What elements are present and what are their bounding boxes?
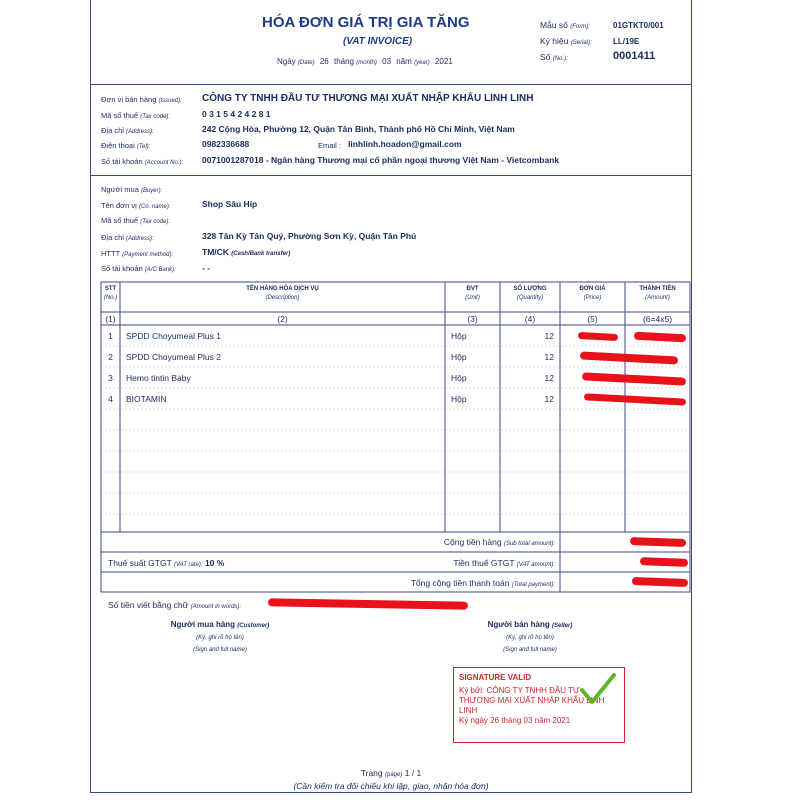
page-indicator: Trang (page) 1 / 1 [360,768,422,778]
seller-email-label: Email : [318,141,341,150]
col-header-desc: TÊN HÀNG HÓA DỊCH VỤ (Description) [246,286,319,301]
row-desc: Hemo tintin Baby [126,373,191,383]
row-unit: Hộp [451,394,467,404]
col-index: (6=4x5) [642,314,673,324]
footer-note: (Cần kiểm tra đối chiếu khi lập, giao, nhận hóa đơn) [293,781,489,791]
invoice-title: HÓA ĐƠN GIÁ TRỊ GIA TĂNG [262,14,470,31]
number-label: Số (No.): [540,52,568,62]
row-no: 4 [108,394,113,404]
buyer-signature-block: Người mua hàng (Customer) (Ký, ghi rõ họ tên) (Sign and full name) [170,620,270,653]
row-no: 2 [108,352,113,362]
row-qty: 12 [544,352,554,362]
seller-addr: 242 Cộng Hòa, Phường 12, Quận Tân Bình, Thành phố Hồ Chí Minh, Việt Nam [202,124,515,134]
buyer-addr: 328 Tân Kỳ Tân Quý, Phường Sơn Kỳ, Quận Tân Phú [202,231,417,241]
buyer-co-name: Shop Sâu Híp [202,199,258,209]
col-header-price: ĐƠN GIÁ (Price) [579,286,606,301]
invoice-subtitle: (VAT INVOICE) [343,36,413,47]
amount-words-label: Số tiền viết bằng chữ (Amount in words): [108,600,242,610]
col-index: (5) [587,314,598,324]
col-header-no: STT (No.) [103,286,118,301]
seller-email: linhlinh.hoadon@gmail.com [348,139,462,149]
seller-name: CÔNG TY TNHH ĐẦU TƯ THƯƠNG MẠI XUẤT NHẬP KHẨU LINH LINH [202,93,534,104]
buyer-bank-label: Số tài khoản (A/C Bank): [101,264,176,273]
buyer-bank: - - [202,263,211,273]
seller-name-label: Đơn vị bán hàng (Issued): [101,95,182,104]
serial-value: LL/19E [613,37,640,46]
col-index: (3) [467,314,478,324]
buyer-pay: TM/CK (Cash/Bank transfer) [202,247,291,257]
seller-signature-block: Người bán hàng (Seller) (Ký, ghi rõ họ tên) (Sign and full name) [487,620,573,653]
row-unit: Hộp [451,331,467,341]
row-desc: SPDD Choyumeal Plus 2 [126,352,221,362]
buyer-co-label: Tên đơn vị (Co. name): [101,201,171,210]
form-value: 01GTKT0/001 [613,21,664,30]
buyer-pay-label: HTTT (Payment method): [101,249,174,258]
form-label: Mẫu số (Form): [540,20,590,30]
buyer-label: Người mua (Buyer): [101,185,163,194]
checkmark-icon [578,672,618,708]
vat-amount-label: Tiền thuế GTGT (VAT amount): [453,558,555,568]
redaction-mark [640,557,688,567]
vat-rate-label: Thuế suất GTGT (VAT rate): 10 % [108,558,225,568]
row-desc: BIOTAMIN [126,394,167,404]
seller-tax: 0 3 1 5 4 2 4 2 8 1 [202,109,271,119]
seller-addr-label: Địa chỉ (Address): [101,126,154,135]
signature-valid-stamp: SIGNATURE VALID Ký bởi: CÔNG TY TNHH ĐẦU TƯ THƯƠNG MẠI XUẤT NHẬP KHẨU LINH LINH Ký ngày 26 tháng 03 năm 2021 [453,667,625,743]
row-qty: 12 [544,394,554,404]
col-header-qty: SỐ LƯỢNG (Quantity) [513,286,547,301]
row-desc: SPDD Choyumeal Plus 1 [126,331,221,341]
seller-phone: 0982336688 [202,139,250,149]
serial-label: Ký hiệu (Serial): [540,36,592,46]
row-qty: 12 [544,373,554,383]
col-header-unit: ĐVT (Unit) [465,286,480,301]
total-label: Tổng cộng tiền thanh toán (Total payment): [410,578,555,588]
invoice-date: Ngày (Date) 26 tháng (month) 03 năm (year) 2021 [277,57,453,66]
seller-phone-label: Điện thoại (Tel): [101,141,151,150]
seller-account-label: Số tài khoản (Account No.): [101,157,184,166]
row-unit: Hộp [451,373,467,383]
row-unit: Hộp [451,352,467,362]
col-index: (2) [277,314,288,324]
buyer-addr-label: Địa chỉ (Address): [101,233,154,242]
seller-tax-label: Mã số thuế (Tax code): [101,111,170,120]
subtotal-label: Cộng tiền hàng (Sub total amount): [443,537,555,547]
buyer-tax-label: Mã số thuế (Tax code): [101,216,170,225]
col-index: (1) [105,314,116,324]
col-index: (4) [524,314,536,324]
col-header-amount: THÀNH TIỀN (Amount) [639,286,676,301]
invoice-number: 0001411 [613,50,656,62]
row-qty: 12 [544,331,554,341]
row-no: 3 [108,373,113,383]
divider [90,792,692,793]
seller-account: 0071001287018 - Ngân hàng Thương mại cổ phần ngoại thương Việt Nam - Vietcombank [202,155,560,165]
row-no: 1 [108,331,113,341]
